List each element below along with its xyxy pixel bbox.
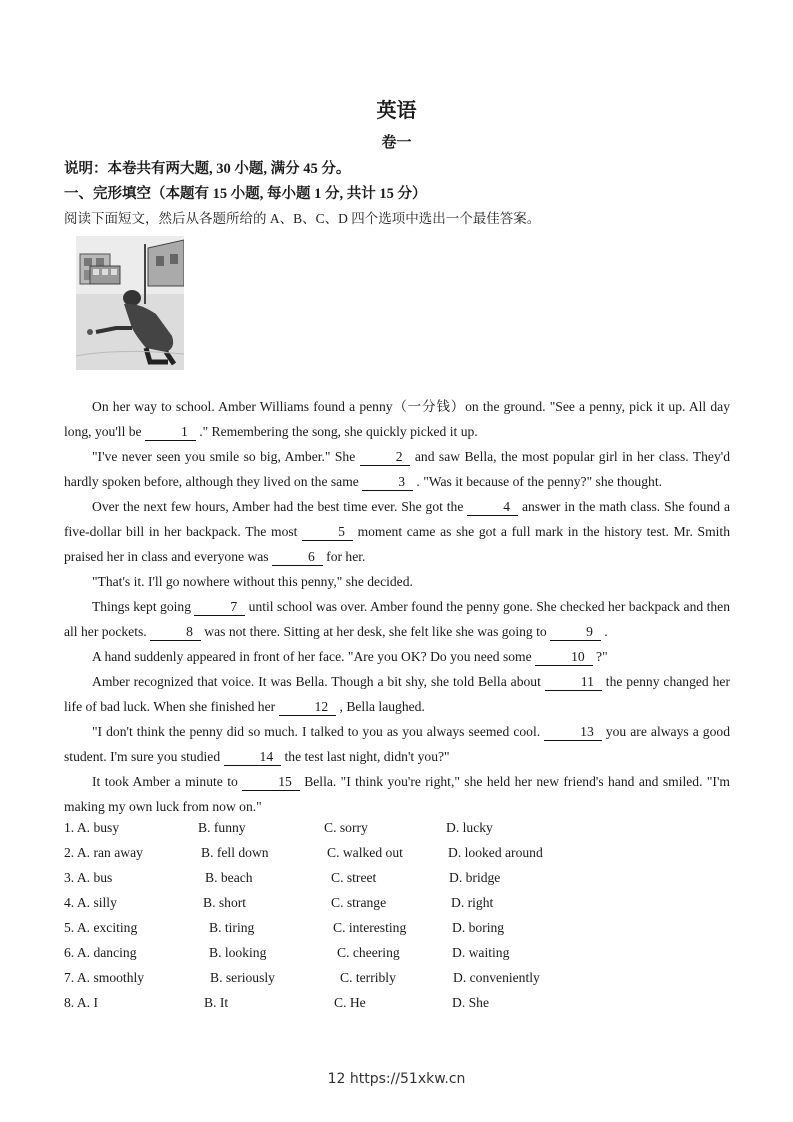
paragraph-9: [64, 769, 730, 819]
text-run: was not there. Sitting at her desk, she felt like she was going to: [200, 624, 551, 639]
section-heading: 一、完形填空（本题有 15 小题, 每小题 1 分, 共计 15 分）: [64, 186, 427, 202]
text-run: It took Amber a minute to: [92, 774, 243, 789]
blank-1: 1: [145, 424, 196, 441]
option-a: 5. A. exciting: [64, 920, 138, 935]
blank-15: 15: [242, 774, 300, 791]
option-d: D. boring: [452, 920, 505, 935]
paragraph-7: [64, 669, 730, 719]
text-run: ." Remembering the song, she quickly picked it up.: [195, 424, 478, 439]
option-a: 8. A. I: [64, 995, 98, 1010]
paragraph-4: "That's it. I'll go nowhere without this penny," she decided.: [92, 574, 413, 589]
blank-7: 7: [194, 599, 245, 616]
paragraph-8: [64, 719, 730, 769]
option-b: B. It: [204, 995, 229, 1010]
text-run: and saw Bella, the most popular girl in her class. They'd hardly spoken before, although they lived on the same: [64, 449, 730, 489]
text-run: Bella. "I think you're right," she held her new friend's hand and smiled. "I'm making my own luck from now on.": [64, 774, 730, 814]
text-run: "I've never seen you smile so big, Amber." She: [92, 449, 360, 464]
text-run: you are always a good student. I'm sure you studied: [64, 724, 730, 764]
text-run: answer in the math class. She found a five-dollar bill in her backpack. The most: [64, 499, 730, 539]
text-run: , Bella laughed.: [336, 699, 425, 714]
blank-3: 3: [362, 474, 413, 491]
paragraph-2: [64, 444, 730, 494]
option-b: B. beach: [205, 870, 253, 885]
passage: [64, 394, 730, 819]
option-b: B. short: [203, 895, 247, 910]
page-title: 英语: [376, 100, 417, 122]
option-b: B. funny: [198, 820, 246, 835]
blank-11: 11: [545, 674, 602, 691]
blank-5: 5: [302, 524, 353, 541]
blank-14: 14: [224, 749, 282, 766]
option-c: C. cheering: [337, 945, 400, 960]
option-a: 7. A. smoothly: [64, 970, 145, 985]
option-row-3: [64, 870, 764, 895]
option-row-1: [64, 820, 764, 845]
blank-8: 8: [150, 624, 201, 641]
text-run: for her.: [322, 549, 366, 564]
option-b: B. fell down: [201, 845, 269, 860]
option-row-4: [64, 895, 764, 920]
option-row-2: [64, 845, 764, 870]
text-run: Things kept going: [92, 599, 195, 614]
option-c: C. He: [334, 995, 366, 1010]
blank-9: 9: [550, 624, 601, 641]
option-d: D. bridge: [449, 870, 501, 885]
page-footer: 12 https://51xkw.cn: [327, 1071, 466, 1087]
paragraph-6: [64, 644, 730, 669]
text-run: until school was over. Amber found the penny gone. She checked her backpack and then all her pockets.: [64, 599, 730, 639]
option-d: D. She: [452, 995, 490, 1010]
text-run: .: [600, 624, 608, 639]
paragraph-5: [64, 594, 730, 644]
exam-note: 说明：本卷共有两大题, 30 小题, 满分 45 分。: [64, 161, 351, 177]
option-d: D. conveniently: [453, 970, 540, 985]
option-c: C. strange: [331, 895, 387, 910]
option-row-8: [64, 995, 764, 1020]
option-d: D. waiting: [452, 945, 510, 960]
paragraph-3: [64, 494, 730, 569]
text-run: the test last night, didn't you?": [281, 749, 450, 764]
blank-6: 6: [272, 549, 323, 566]
option-a: 3. A. bus: [64, 870, 113, 885]
option-a: 1. A. busy: [64, 820, 120, 835]
text-run: "I don't think the penny did so much. I talked to you as you always seemed cool.: [92, 724, 545, 739]
text-run: ?": [592, 649, 608, 664]
option-c: C. sorry: [324, 820, 368, 835]
option-b: B. seriously: [210, 970, 275, 985]
blank-13: 13: [544, 724, 602, 741]
text-run: . "Was it because of the penny?" she thought.: [413, 474, 662, 489]
option-c: C. interesting: [333, 920, 407, 935]
text-run: moment came as she got a full mark in the history test. Mr. Smith praised her in class and everyone was: [64, 524, 730, 564]
option-row-5: [64, 920, 764, 945]
penny-illustration: [76, 236, 184, 370]
option-row-7: [64, 970, 764, 995]
paragraph-1: [64, 394, 730, 444]
option-d: D. right: [451, 895, 494, 910]
option-row-6: [64, 945, 764, 970]
answer-options: [64, 820, 764, 1020]
blank-10: 10: [535, 649, 593, 666]
text-run: On her way to school. Amber Williams found a penny（一分钱）on the ground. "See a penny, pick it up. All day long, you'll be: [64, 399, 730, 439]
page-subtitle: 卷一: [381, 135, 412, 151]
option-c: C. terribly: [340, 970, 396, 985]
option-b: B. looking: [209, 945, 267, 960]
text-run: Over the next few hours, Amber had the best time ever. She got the: [92, 499, 468, 514]
option-a: 2. A. ran away: [64, 845, 143, 860]
text-run: Amber recognized that voice. It was Bella. Though a bit shy, she told Bella about: [92, 674, 545, 689]
option-c: C. walked out: [327, 845, 403, 860]
option-c: C. street: [331, 870, 377, 885]
text-run: A hand suddenly appeared in front of her face. "Are you OK? Do you need some: [92, 649, 536, 664]
blank-12: 12: [279, 699, 337, 716]
text-run: the penny changed her life of bad luck. When she finished her: [64, 674, 730, 714]
option-a: 4. A. silly: [64, 895, 117, 910]
blank-4: 4: [467, 499, 518, 516]
instruction-text: 阅读下面短文，然后从各题所给的 A、B、C、D 四个选项中选出一个最佳答案。: [64, 211, 541, 226]
option-a: 6. A. dancing: [64, 945, 137, 960]
blank-2: 2: [360, 449, 411, 466]
option-d: D. looked around: [448, 845, 543, 860]
option-d: D. lucky: [446, 820, 493, 835]
option-b: B. tiring: [209, 920, 255, 935]
